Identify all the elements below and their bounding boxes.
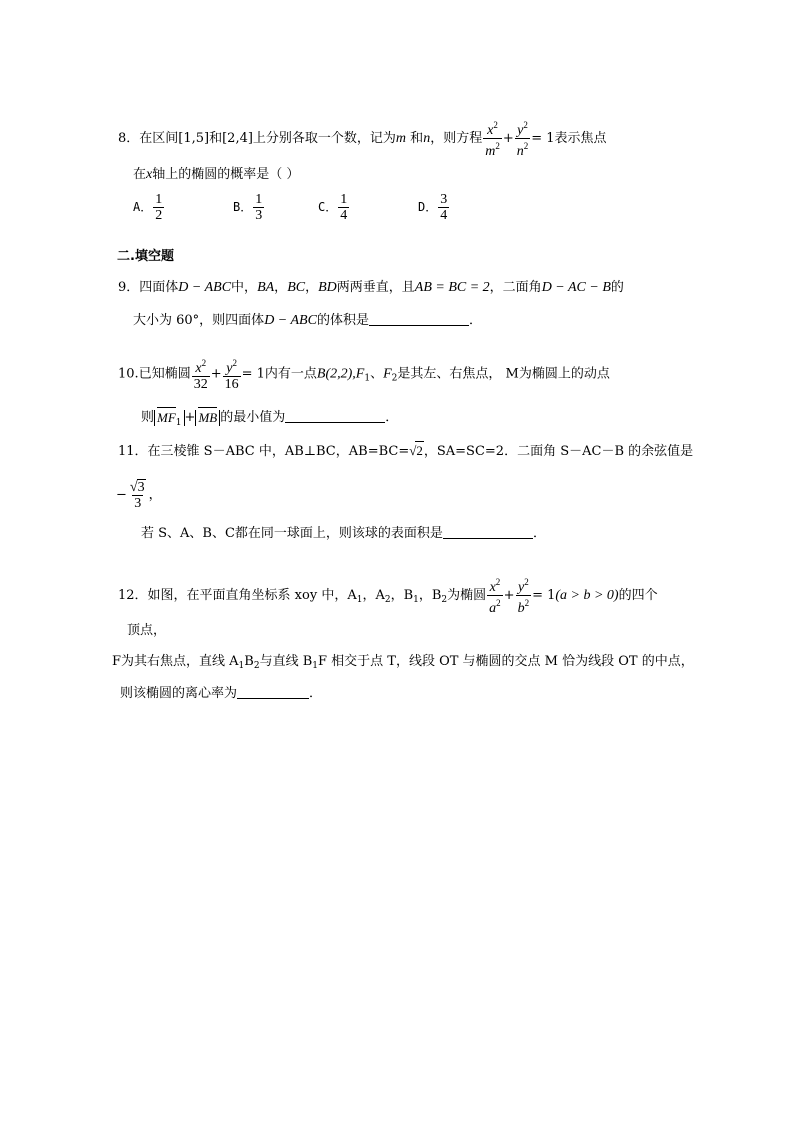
q12-l3c: 与直线 B [259, 654, 313, 669]
q10-end: ． [385, 410, 399, 425]
q12-t4: ，B [418, 588, 442, 603]
q9-t6: ，二面角 [489, 280, 542, 295]
q8-text1: 在区间[1,5]和[2,4]上分别各取一个数，记为 [139, 131, 396, 146]
q12-cond: (a > b > 0) [555, 588, 619, 603]
q12-l3s1: 1 [238, 661, 245, 671]
q8-num2: y [517, 123, 524, 138]
q8-option-a [133, 192, 233, 223]
q10-l2b: 的最小值为 [220, 410, 286, 425]
q10-v1: MF [157, 409, 176, 425]
q11-line2 [116, 479, 162, 511]
q12-answer-blank [237, 684, 309, 699]
q9-l2b: 的体积是 [316, 313, 369, 328]
q8-line1: 8．在区间[1,5]和[2,4]上分别各取一个数，记为m 和n，则方程 $\frac{x^2}{m^2}$ + $\frac{y^2}{n^2}$ = 1表示焦点 [118, 120, 607, 159]
q10-m2: F [383, 366, 392, 382]
q8-options [133, 192, 450, 223]
q9-end: ． [468, 313, 482, 328]
q10-den2: 16 [224, 377, 239, 392]
q9-m2: BA [257, 280, 275, 295]
q12-number: 12． [118, 588, 148, 603]
q12-l3s2: 2 [253, 661, 260, 671]
q8-option-c-den: 4 [340, 208, 348, 223]
q8-and: 和 [406, 131, 424, 146]
q10-l2a: 则 [141, 410, 155, 425]
q11-line3 [141, 524, 546, 543]
q8-frac-y2-n2: $\frac{y^2}{n^2}$ [516, 120, 529, 159]
q11-fnum: 3 [137, 480, 145, 495]
q11-comma: ， [148, 487, 162, 503]
q12-s1: 1 [356, 595, 363, 605]
q12-frac-y: $\frac{y^2}{b^2}$ [517, 577, 530, 616]
q12-s2: 2 [384, 595, 391, 605]
q10-frac-x: $\frac{x^2}{32}$ [193, 358, 208, 392]
q9-number: 9． [118, 280, 140, 295]
q8-option-a-label: A． [133, 200, 153, 214]
q9-line2 [133, 311, 482, 330]
q8-number: 8． [118, 131, 140, 146]
q8-frac-x2-m2: $\frac{x^2}{m^2}$ [485, 120, 500, 159]
q10-t4: 是其左、右焦点， M为椭圆上的动点 [397, 366, 610, 382]
q10-abs-mf1: $MF_1$ [154, 410, 185, 426]
q11-answer-blank [443, 524, 533, 539]
q9-m6: D − AC − B [541, 280, 611, 295]
q12-t2: ，A [362, 588, 385, 603]
q8-option-c [318, 192, 418, 223]
q11-l3: 若 S、A、B、C都在同一球面上，则该球的表面积是 [141, 526, 443, 541]
q9-t4: ， [305, 280, 319, 295]
q8-option-d [418, 192, 450, 223]
q9-t5: 两两垂直，且 [336, 280, 415, 295]
q12-num1: x [489, 580, 496, 595]
q10-line1: 10.已知椭圆 $\frac{x^2}{32}$ + $\frac{y^2}{16}$ = 1内有一点$B(2,2),F_1$、$F_2$是其左、右焦点， M为椭圆上的动点 [118, 358, 610, 392]
q9-t7: 的 [610, 280, 624, 295]
q12-frac-x: $\frac{x^2}{a^2}$ [489, 577, 501, 616]
q9-t3: ， [274, 280, 288, 295]
q8-line2b: 轴上的椭圆的概率是（ ） [152, 167, 300, 182]
q9-m3: BC [287, 280, 306, 295]
q12-line1: 12．如图，在平面直角坐标系 xoy 中，$A_1$，$A_2$，$B_1$，$B_2$为椭圆 $\frac{x^2}{a^2}$ + $\frac{y^2}{b^2}$ = 1(a > b > 0)的四个 [118, 577, 658, 616]
q11-t2: ，SA=SC=2．二面角 S－AC－B 的余弦值是 [423, 444, 694, 459]
q8-option-b-num: 1 [255, 192, 263, 207]
q9-m1: D − ABC [178, 280, 232, 295]
q11-neg: − [116, 487, 127, 503]
q8-option-d-num: 3 [440, 192, 448, 207]
q8-var-m: m [395, 131, 407, 146]
q12-l3a: F为其右焦点，直线 A [112, 654, 239, 669]
q9-answer-blank [369, 311, 469, 326]
q8-line2a: 在 [133, 167, 147, 182]
q12-l3b: B [244, 654, 254, 669]
q9-t1: 四面体 [139, 280, 179, 295]
q8-line2 [133, 166, 299, 184]
q12-t7: 的四个 [618, 588, 658, 603]
q8-eq: = 1表示焦点 [531, 131, 607, 146]
q11-sqrt: 2 [416, 443, 423, 458]
q12-end: ． [309, 686, 323, 701]
q12-t1: 如图，在平面直角坐标系 xoy 中，A [147, 588, 357, 603]
q8-text2: ，则方程 [430, 131, 483, 146]
q10-num1: x [195, 361, 202, 376]
q9-l2a: 大小为 60°，则四面体 [133, 313, 265, 328]
q8-option-c-num: 1 [340, 192, 348, 207]
q11-fden: 3 [134, 496, 142, 511]
section-heading: 二.填空题 [117, 249, 174, 264]
q12-num2: y [517, 580, 525, 595]
q10-t2: = 1内有一点 [241, 366, 317, 382]
q8-option-d-label: D． [418, 200, 438, 214]
q12-t3: ，B [390, 588, 414, 603]
q10-number: 10. [118, 366, 139, 382]
q8-option-b-den: 3 [255, 208, 263, 223]
q12-l3d: F 相交于点 T，线段 OT 与椭圆的交点 M 恰为线段 OT 的中点， [318, 654, 694, 669]
q12-t5: 为椭圆 [447, 588, 487, 603]
q10-plus: + [184, 410, 196, 425]
q8-den2: n [516, 144, 524, 159]
q12-line2: 顶点， [127, 623, 167, 638]
q10-t3: 、 [370, 366, 384, 382]
q10-t1: 已知椭圆 [138, 366, 191, 382]
q12-s3: 1 [413, 595, 419, 605]
q8-option-a-den: 2 [155, 208, 163, 223]
q9-m4: BD [318, 280, 337, 295]
q12-s4: 2 [441, 595, 448, 605]
q12-line3 [112, 653, 694, 675]
q9-m5: AB = BC = 2 [414, 280, 490, 295]
q10-den1: 32 [193, 377, 208, 392]
q8-option-b-label: B． [233, 200, 253, 214]
q12-den1: a [489, 601, 497, 616]
q8-den1: m [485, 144, 496, 159]
q12-l4: 则该椭圆的离心率为 [120, 686, 238, 701]
q12-den2: b [517, 601, 525, 616]
q12-l3s3: 1 [312, 661, 318, 671]
q9-t2: 中， [231, 280, 258, 295]
q8-option-b [233, 192, 318, 223]
q9-m7: D − ABC [264, 313, 317, 328]
q10-num2: y [226, 361, 233, 376]
q8-option-c-label: C． [318, 200, 338, 214]
q12-t6: = 1 [532, 588, 556, 603]
q11-end: ． [532, 526, 546, 541]
q8-num1: x [487, 123, 494, 138]
q12-line4 [120, 684, 322, 703]
q11-line1: 11．在三棱锥 S－ABC 中，AB⊥BC，AB=BC=√2，SA=SC=2．二面角 S－AC－B 的余弦值是 [118, 443, 694, 459]
q8-var-x: x [146, 167, 153, 182]
q8-option-d-den: 4 [440, 208, 448, 223]
q10-answer-blank [285, 408, 385, 423]
q11-frac: $\frac{√3}{3}$ [129, 480, 145, 511]
q8-var-n: n [423, 131, 431, 146]
q10-v2: MB [198, 409, 218, 425]
q10-abs-mb [195, 410, 220, 426]
q10-frac-y: $\frac{y^2}{16}$ [224, 358, 239, 392]
q11-t1: 在三棱锥 S－ABC 中，AB⊥BC，AB=BC= [147, 444, 410, 459]
q9-line1 [118, 279, 624, 297]
q10-line2 [141, 408, 398, 427]
q8-option-a-num: 1 [155, 192, 163, 207]
q10-m1: B(2,2),F [316, 366, 365, 382]
q11-number: 11． [118, 444, 148, 459]
